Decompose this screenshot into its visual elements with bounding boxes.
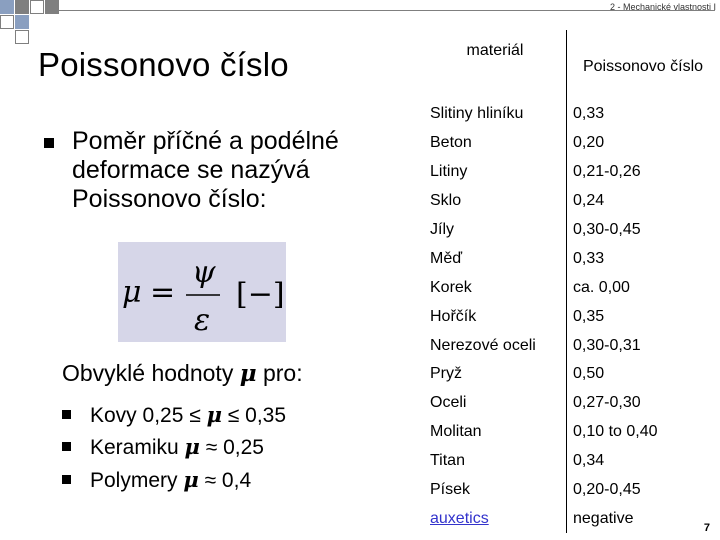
formula-epsilon: ε (194, 303, 211, 338)
table-row (424, 302, 719, 331)
value-cell: 0,33 (573, 249, 605, 267)
value-cell: 0,33 (573, 105, 605, 123)
poisson-table (424, 30, 719, 533)
auxetics-link[interactable]: auxetics (430, 509, 489, 527)
material-cell: Písek (424, 476, 567, 505)
table-row (424, 331, 719, 360)
mu-symbol: μ (183, 467, 199, 492)
sub-item-text: Polymery (90, 469, 184, 492)
value-cell: 0,35 (573, 307, 605, 325)
table-row (424, 476, 719, 505)
sub-item (90, 467, 251, 493)
sub-item-text: Kovy 0,25 ≤ (90, 404, 207, 427)
bullet-icon (44, 138, 54, 148)
material-cell: Korek (424, 273, 567, 302)
table-row (424, 187, 719, 216)
formula-mu: μ (122, 275, 142, 310)
material-cell: Titan (424, 447, 567, 476)
mu-symbol: μ (239, 360, 257, 387)
poisson-formula (118, 242, 286, 342)
material-cell: Pryž (424, 360, 567, 389)
sub-item-suffix: ≈ 0,4 (198, 469, 252, 492)
material-cell: Hořčík (424, 302, 567, 331)
material-cell: Jíly (424, 216, 567, 245)
sub-item-text: Keramiku (90, 436, 185, 459)
table-row (424, 418, 719, 447)
value-cell: 0,10 to 0,40 (573, 423, 658, 441)
material-cell (424, 504, 567, 533)
material-cell: Měď (424, 244, 567, 273)
slide-title: Poissonovo číslo (38, 46, 289, 83)
sub-item (90, 434, 264, 460)
table-row (424, 129, 719, 158)
table-row (424, 389, 719, 418)
table-row (424, 216, 719, 245)
formula-psi: ψ (192, 255, 216, 290)
value-cell: 0,30-0,31 (573, 336, 641, 354)
sub-item (90, 402, 286, 428)
value-cell: 0,21-0,26 (573, 163, 641, 181)
table-row (424, 273, 719, 302)
table-row (424, 447, 719, 476)
value-cell: 0,20 (573, 134, 605, 152)
table-row (424, 360, 719, 389)
formula-box (118, 242, 286, 342)
column-header-material: materiál (424, 30, 567, 100)
material-cell: Slitiny hliníku (424, 100, 567, 129)
mu-symbol: μ (184, 434, 200, 459)
table-row (424, 158, 719, 187)
bullet-icon (62, 410, 71, 419)
value-cell: negative (573, 509, 634, 527)
table-row (424, 504, 719, 533)
material-cell: Molitan (424, 418, 567, 447)
subheading-text: Obvyklé hodnoty (62, 360, 240, 386)
bullet-icon (62, 475, 71, 484)
subheading (62, 360, 303, 387)
value-cell: 0,30-0,45 (573, 221, 641, 238)
formula-unit: [−] (236, 277, 285, 312)
bullet-icon (62, 442, 71, 451)
subheading-suffix: pro: (256, 360, 303, 386)
table-row (424, 244, 719, 273)
slide-header: 2 - Mechanické vlastnosti I (609, 2, 716, 12)
value-cell: 0,24 (573, 192, 605, 210)
page-number: 7 (703, 522, 710, 534)
value-cell: 0,20-0,45 (573, 481, 641, 499)
sub-item-suffix: ≤ 0,35 (221, 404, 287, 427)
material-cell: Oceli (424, 389, 567, 418)
value-cell: 0,27-0,30 (573, 394, 641, 412)
column-header-poisson: Poissonovo číslo (582, 58, 704, 75)
value-cell: 0,50 (573, 365, 605, 383)
formula-equals: = (150, 275, 176, 310)
material-cell: Beton (424, 129, 567, 158)
value-cell: 0,34 (573, 452, 605, 470)
material-cell: Sklo (424, 187, 567, 216)
table-header-row (424, 30, 719, 100)
main-bullet-text: Poměr příčné a podélné deformace se nazývá Poissonovo číslo: (72, 127, 339, 213)
material-cell: Litiny (424, 158, 567, 187)
sub-item-suffix: ≈ 0,25 (199, 436, 264, 459)
mu-symbol: μ (206, 402, 222, 427)
value-cell: ca. 0,00 (573, 278, 630, 296)
material-cell: Nerezové oceli (424, 331, 567, 360)
table-row (424, 100, 719, 129)
